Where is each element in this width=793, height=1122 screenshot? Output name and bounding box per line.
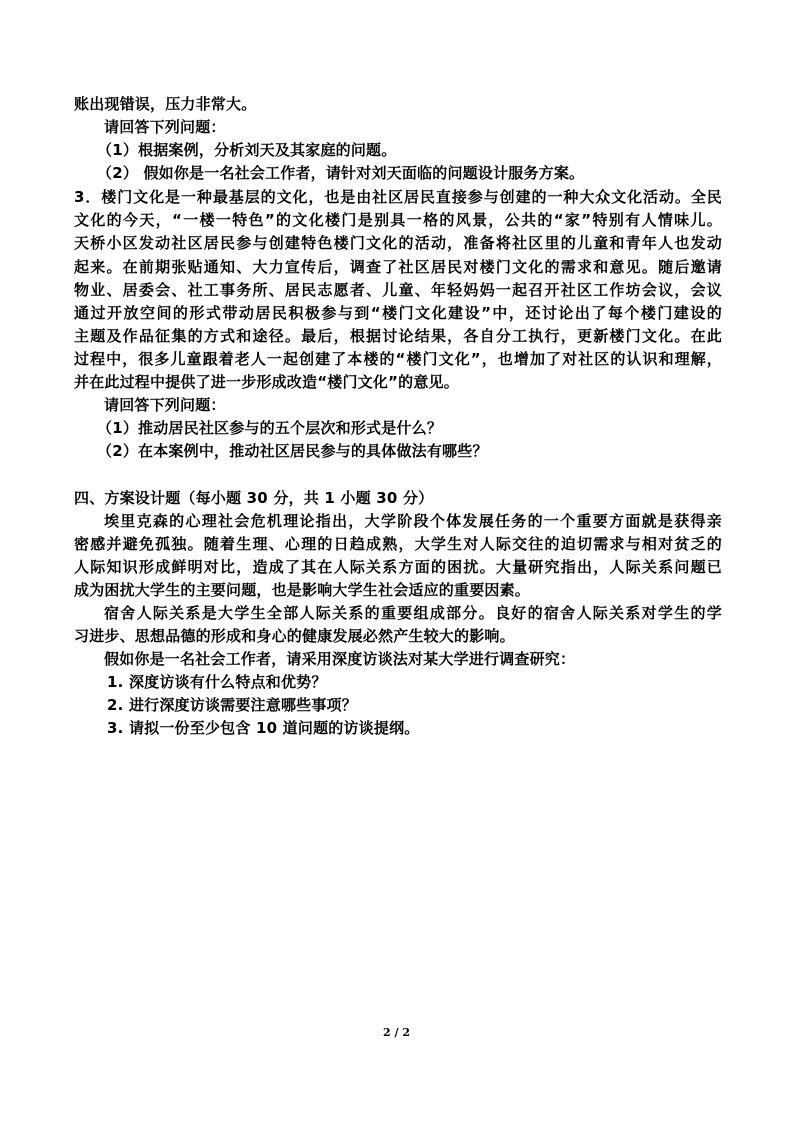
case-paragraph-line: 起来。在前期张贴通知、大力宣传后，调查了社区居民对楼门文化的需求和意见。随后邀请 <box>74 258 722 276</box>
body-paragraph-line: 密感并避免孤独。随着生理、心理的日趋成熟，大学生对人际交往的迫切需求与相对贫乏的 <box>74 535 722 553</box>
question-item: （1）推动居民社区参与的五个层次和形式是什么？ <box>97 419 443 437</box>
task-prompt: 假如你是一名社会工作者，请采用深度访谈法对某大学进行调查研究： <box>104 650 576 668</box>
question-item: （1）根据案例，分析刘天及其家庭的问题。 <box>97 141 397 159</box>
case-paragraph-line: 文化的今天，“一楼一特色”的文化楼门是别具一格的风景，公共的“家”特别有人情味儿。 <box>74 211 722 229</box>
case-paragraph-line: 3．楼门文化是一种最基层的文化，也是由社区居民直接参与创建的一种大众文化活动。全民 <box>74 188 722 206</box>
case-paragraph-line: 通过开放空间的形式带动居民积极参与到“楼门文化建设”中，还讨论出了每个楼门建设的 <box>74 304 722 322</box>
case-paragraph-line: 过程中，很多儿童跟着老人一起创建了本楼的“楼门文化”，也增加了对社区的认识和理解， <box>74 350 722 368</box>
question-item: （2）在本案例中，推动社区居民参与的具体做法有哪些？ <box>97 442 488 460</box>
task-item: 1. 深度访谈有什么特点和优势？ <box>107 673 327 691</box>
question-item: （2） 假如你是一名社会工作者，请针对刘天面临的问题设计服务方案。 <box>97 164 585 182</box>
case-paragraph-line: 主题及作品征集的方式和途径。最后，根据讨论结果，各自分工执行，更新楼门文化。在此 <box>74 327 722 345</box>
section-heading: 四、方案设计题（每小题 30 分，共 1 小题 30 分） <box>74 489 434 507</box>
task-item: 2. 进行深度访谈需要注意哪些事项？ <box>107 696 357 714</box>
body-paragraph-line: 人际知识形成鲜明对比，造成了其在人际关系方面的困扰。大量研究指出，人际关系问题已 <box>74 558 722 576</box>
page-number: 2 / 2 <box>383 1026 410 1039</box>
case-paragraph-line: 并在此过程中提供了进一步形成改造“楼门文化”的意见。 <box>74 373 459 391</box>
body-paragraph-line: 习进步、思想品德的形成和身心的健康发展必然产生较大的影响。 <box>74 627 515 645</box>
questions-prompt: 请回答下列问题： <box>104 396 226 414</box>
body-paragraph-line: 埃里克森的心理社会危机理论指出，大学阶段个体发展任务的一个重要方面就是获得亲 <box>104 512 722 530</box>
case-paragraph-line: 物业、居委会、社工事务所、居民志愿者、儿童、年轻妈妈一起召开社区工作坊会议，会议 <box>74 281 722 299</box>
case-paragraph-line: 天桥小区发动社区居民参与创建特色楼门文化的活动，准备将社区里的儿童和青年人也发动 <box>74 234 722 252</box>
body-paragraph-line: 宿舍人际关系是大学生全部人际关系的重要组成部分。良好的宿舍人际关系对学生的学 <box>104 604 722 622</box>
text-line: 账出现错误，压力非常大。 <box>74 95 257 113</box>
task-item: 3. 请拟一份至少包含 10 道问题的访谈提纲。 <box>107 719 420 737</box>
body-paragraph-line: 成为困扰大学生的主要问题，也是影响大学生社会适应的重要因素。 <box>74 581 531 599</box>
questions-prompt: 请回答下列问题： <box>104 118 226 136</box>
